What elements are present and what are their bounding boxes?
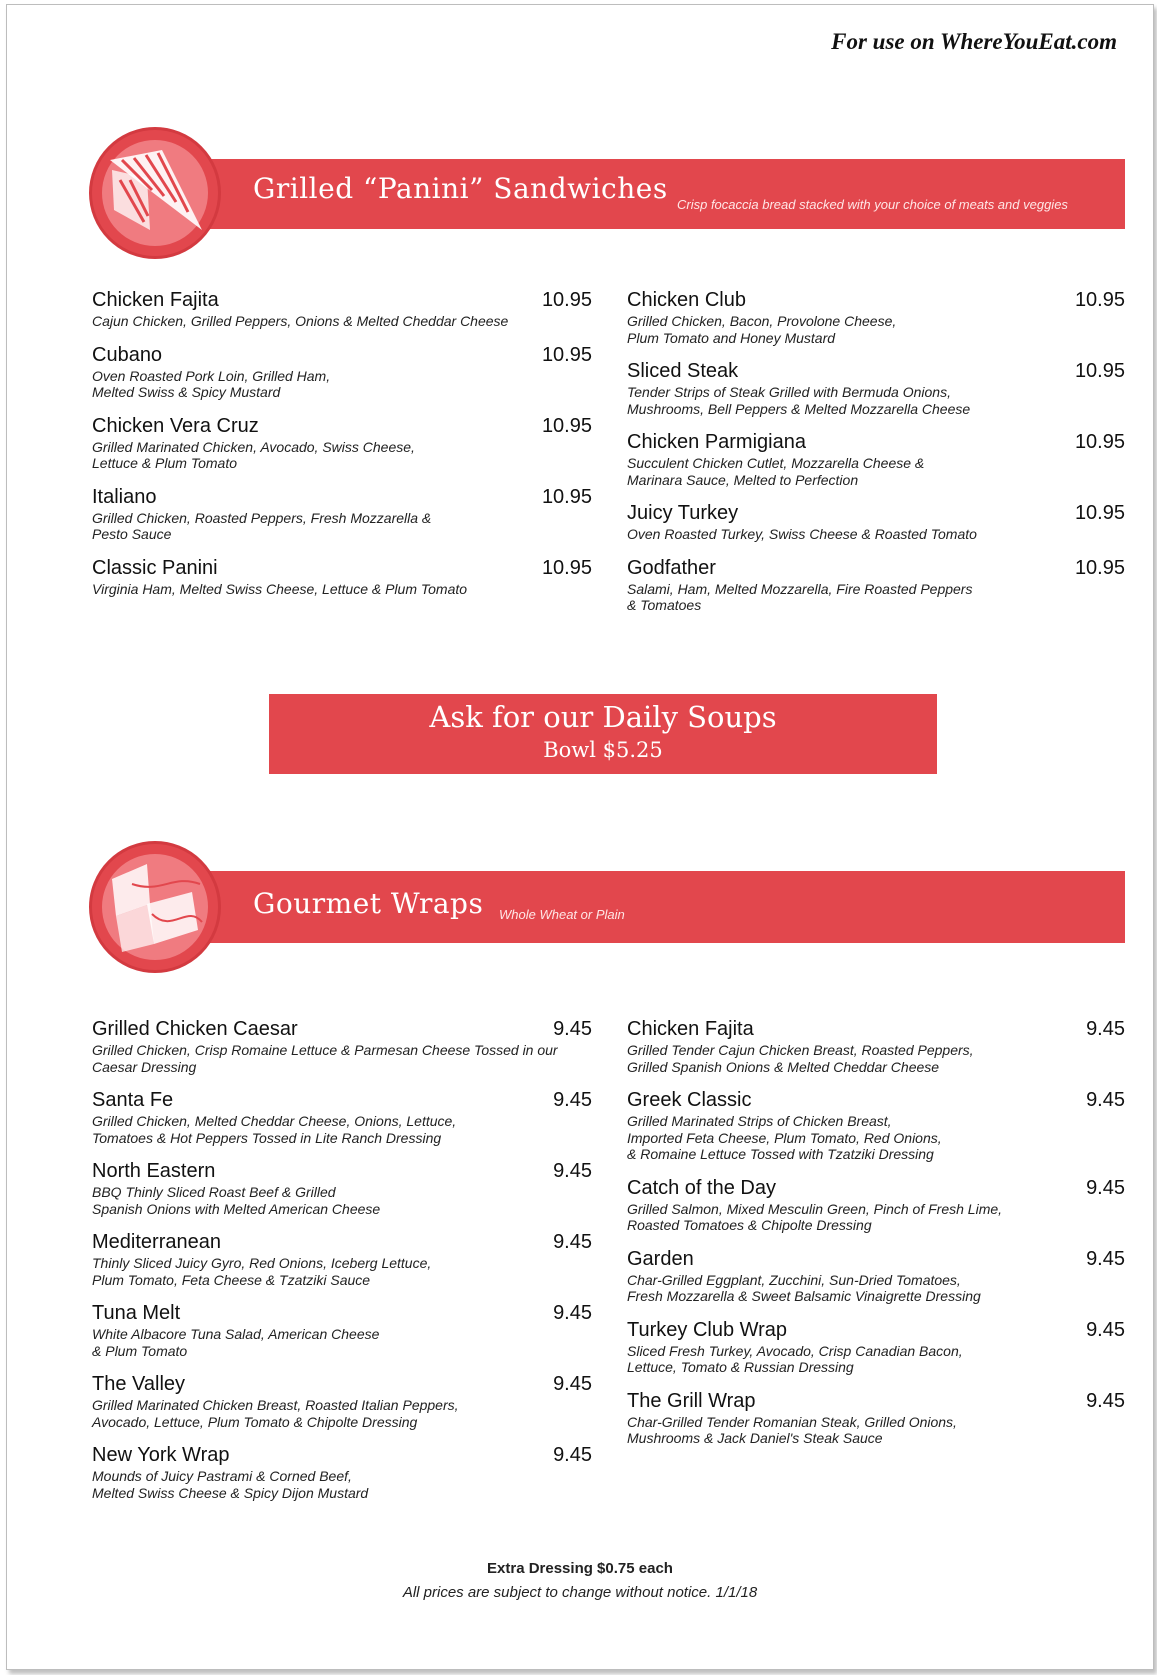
menu-item [92, 415, 592, 472]
menu-item [92, 289, 592, 330]
menu-item-price: 9.45 [1086, 1318, 1125, 1341]
menu-item [627, 502, 1125, 543]
menu-item-description: Oven Roasted Pork Loin, Grilled Ham, Melted Swiss & Spicy Mustard [92, 367, 331, 400]
menu-item-price: 9.45 [1086, 1089, 1125, 1111]
menu-item [627, 1390, 1125, 1447]
menu-item-name: Chicken Fajita [627, 1018, 754, 1040]
menu-item-price: 10.95 [1074, 431, 1125, 453]
menu-item-description: Grilled Chicken, Bacon, Provolone Cheese, Plum Tomato and Honey Mustard [627, 313, 897, 346]
menu-item-description: Char-Grilled Tender Romanian Steak, Grilled Onions, Mushrooms & Jack Daniel's Steak Sauce [627, 1413, 957, 1446]
menu-item-description: Thinly Sliced Juicy Gyro, Red Onions, Iceberg Lettuce, Plum Tomato, Feta Cheese & Tzatziki Sauce [92, 1255, 432, 1288]
menu-item-name: Turkey Club Wrap [627, 1318, 788, 1341]
menu-item-price: 10.95 [541, 289, 592, 311]
menu-item-name: Garden [627, 1247, 694, 1270]
menu-item-name: The Valley [92, 1373, 186, 1395]
price-notice: All prices are subject to change without notice. 1/1/18 [402, 1584, 758, 1601]
menu-item-name: The Grill Wrap [627, 1389, 756, 1412]
menu-item-description: Grilled Marinated Strips of Chicken Breast, Imported Feta Cheese, Plum Tomato, Red Onions, & Romaine Lettuce Tossed with Tzatziki Dressing [627, 1113, 942, 1162]
menu-item-description: Oven Roasted Turkey, Swiss Cheese & Roasted Tomato [627, 526, 977, 542]
wraps-right-column [627, 1018, 1125, 1461]
daily-soup-banner [269, 694, 937, 774]
menu-item-price: 10.95 [1074, 289, 1125, 311]
menu-item [627, 289, 1125, 346]
sandwich-icon [92, 130, 218, 256]
panini-banner [157, 159, 1125, 229]
menu-item-description: Grilled Marinated Chicken, Avocado, Swiss Cheese, Lettuce & Plum Tomato [92, 438, 415, 471]
menu-item-name: Classic Panini [92, 556, 218, 579]
panini-subtitle: Crisp focaccia bread stacked with your choice of meats and veggies [677, 197, 1068, 212]
watermark: For use on WhereYouEat.com [831, 29, 1117, 54]
menu-item-name: Grilled Chicken Caesar [92, 1018, 298, 1040]
menu-item-name: Italiano [92, 485, 157, 508]
menu-item [92, 344, 592, 401]
menu-item-price: 9.45 [1086, 1389, 1125, 1412]
menu-item-price: 9.45 [553, 1302, 592, 1324]
menu-item [627, 1248, 1125, 1305]
menu-item-name: Chicken Parmigiana [627, 431, 806, 453]
menu-item-price: 10.95 [541, 414, 592, 437]
panini-title: Grilled “Panini” Sandwiches [253, 172, 668, 205]
wrap-icon [92, 844, 218, 970]
soup-price: Bowl $5.25 [543, 738, 663, 762]
menu-item-price: 9.45 [553, 1231, 592, 1253]
menu-item [92, 1373, 592, 1430]
panini-right-column [627, 289, 1125, 628]
menu-item-price: 9.45 [553, 1373, 592, 1395]
menu-item-price: 9.45 [553, 1089, 592, 1111]
menu-item-name: Chicken Club [627, 289, 746, 311]
menu-item-price: 9.45 [553, 1444, 592, 1466]
wraps-banner [157, 871, 1125, 943]
menu-item-description: Virginia Ham, Melted Swiss Cheese, Lettuce & Plum Tomato [92, 580, 468, 597]
menu-item-price: 9.45 [1086, 1247, 1125, 1270]
menu-item-price: 10.95 [1074, 360, 1125, 382]
menu-item-name: Cubano [92, 343, 163, 366]
menu-item [92, 1444, 592, 1501]
menu-item-price: 10.95 [1074, 556, 1125, 579]
menu-item-name: Godfather [627, 556, 716, 579]
wrap-badge [89, 841, 221, 973]
menu-item-description: Succulent Chicken Cutlet, Mozzarella Cheese & Marinara Sauce, Melted to Perfection [627, 455, 925, 488]
menu-item-description: Grilled Chicken, Roasted Peppers, Fresh Mozzarella & Pesto Sauce [92, 509, 432, 542]
menu-item-description: Grilled Chicken, Crisp Romaine Lettuce & Parmesan Cheese Tossed in our Caesar Dressing [92, 1042, 558, 1075]
menu-item [92, 1018, 592, 1075]
menu-item [92, 1231, 592, 1288]
panini-left-column [92, 289, 592, 611]
menu-item-name: Greek Classic [627, 1089, 752, 1111]
menu-item [627, 1319, 1125, 1376]
menu-item-description: Char-Grilled Eggplant, Zucchini, Sun-Dried Tomatoes, Fresh Mozzarella & Sweet Balsamic Vinaigrette Dressing [627, 1271, 981, 1304]
sandwich-badge [89, 127, 221, 259]
menu-item [92, 1302, 592, 1359]
menu-item-name: North Eastern [92, 1160, 216, 1182]
menu-item [627, 1177, 1125, 1234]
menu-item-name: Tuna Melt [92, 1302, 181, 1324]
menu-item-description: White Albacore Tuna Salad, American Cheese & Plum Tomato [92, 1326, 380, 1359]
menu-page [6, 4, 1154, 1670]
menu-item [627, 360, 1125, 417]
menu-item-price: 10.95 [541, 343, 592, 366]
menu-item-name: Chicken Fajita [92, 289, 219, 311]
wraps-subtitle: Whole Wheat or Plain [499, 907, 625, 922]
menu-item-name: New York Wrap [92, 1444, 230, 1466]
menu-item-description: Cajun Chicken, Grilled Peppers, Onions & Melted Cheddar Cheese [92, 313, 509, 329]
menu-item-price: 9.45 [1086, 1018, 1125, 1040]
menu-item [627, 1089, 1125, 1163]
menu-item-description: BBQ Thinly Sliced Roast Beef & Grilled Spanish Onions with Melted American Cheese [92, 1184, 381, 1217]
wraps-left-column [92, 1018, 592, 1515]
menu-item-name: Chicken Vera Cruz [92, 414, 259, 437]
menu-item-description: Grilled Chicken, Melted Cheddar Cheese, Onions, Lettuce, Tomatoes & Hot Peppers Tossed in Lite Ranch Dressing [92, 1113, 457, 1146]
menu-item-description: Grilled Marinated Chicken Breast, Roasted Italian Peppers, Avocado, Lettuce, Plum Tomato & Chipolte Dressing [92, 1397, 459, 1430]
menu-item-description: Salami, Ham, Melted Mozzarella, Fire Roasted Peppers & Tomatoes [627, 580, 973, 613]
menu-item-name: Mediterranean [92, 1231, 221, 1253]
menu-item-name: Juicy Turkey [627, 502, 739, 524]
soup-title: Ask for our Daily Soups [429, 700, 777, 734]
menu-item-price: 9.45 [553, 1160, 592, 1182]
menu-item-description: Tender Strips of Steak Grilled with Bermuda Onions, Mushrooms, Bell Peppers & Melted Mozzarella Cheese [627, 384, 971, 417]
menu-item [627, 431, 1125, 488]
menu-item-price: 9.45 [1086, 1176, 1125, 1199]
menu-item-description: Mounds of Juicy Pastrami & Corned Beef, Melted Swiss Cheese & Spicy Dijon Mustard [92, 1468, 369, 1501]
menu-item [92, 557, 592, 598]
menu-item [627, 1018, 1125, 1075]
menu-item-name: Santa Fe [92, 1089, 174, 1111]
menu-item-price: 10.95 [1074, 502, 1125, 524]
extra-dressing-note: Extra Dressing $0.75 each [487, 1560, 673, 1577]
wraps-title: Gourmet Wraps [253, 887, 484, 920]
menu-item [92, 486, 592, 543]
menu-item-description: Grilled Tender Cajun Chicken Breast, Roasted Peppers, Grilled Spanish Onions & Melted Cheddar Cheese [627, 1042, 974, 1075]
menu-item-price: 9.45 [553, 1018, 592, 1040]
menu-item [92, 1160, 592, 1217]
menu-item [627, 557, 1125, 614]
menu-item-description: Grilled Salmon, Mixed Mesculin Green, Pinch of Fresh Lime, Roasted Tomatoes & Chipolte Dressing [627, 1200, 1003, 1233]
menu-item-price: 10.95 [541, 556, 592, 579]
menu-item-description: Sliced Fresh Turkey, Avocado, Crisp Canadian Bacon, Lettuce, Tomato & Russian Dressing [627, 1342, 963, 1375]
menu-item-name: Catch of the Day [627, 1176, 776, 1199]
menu-item [92, 1089, 592, 1146]
menu-item-name: Sliced Steak [627, 360, 739, 382]
menu-item-price: 10.95 [541, 485, 592, 508]
